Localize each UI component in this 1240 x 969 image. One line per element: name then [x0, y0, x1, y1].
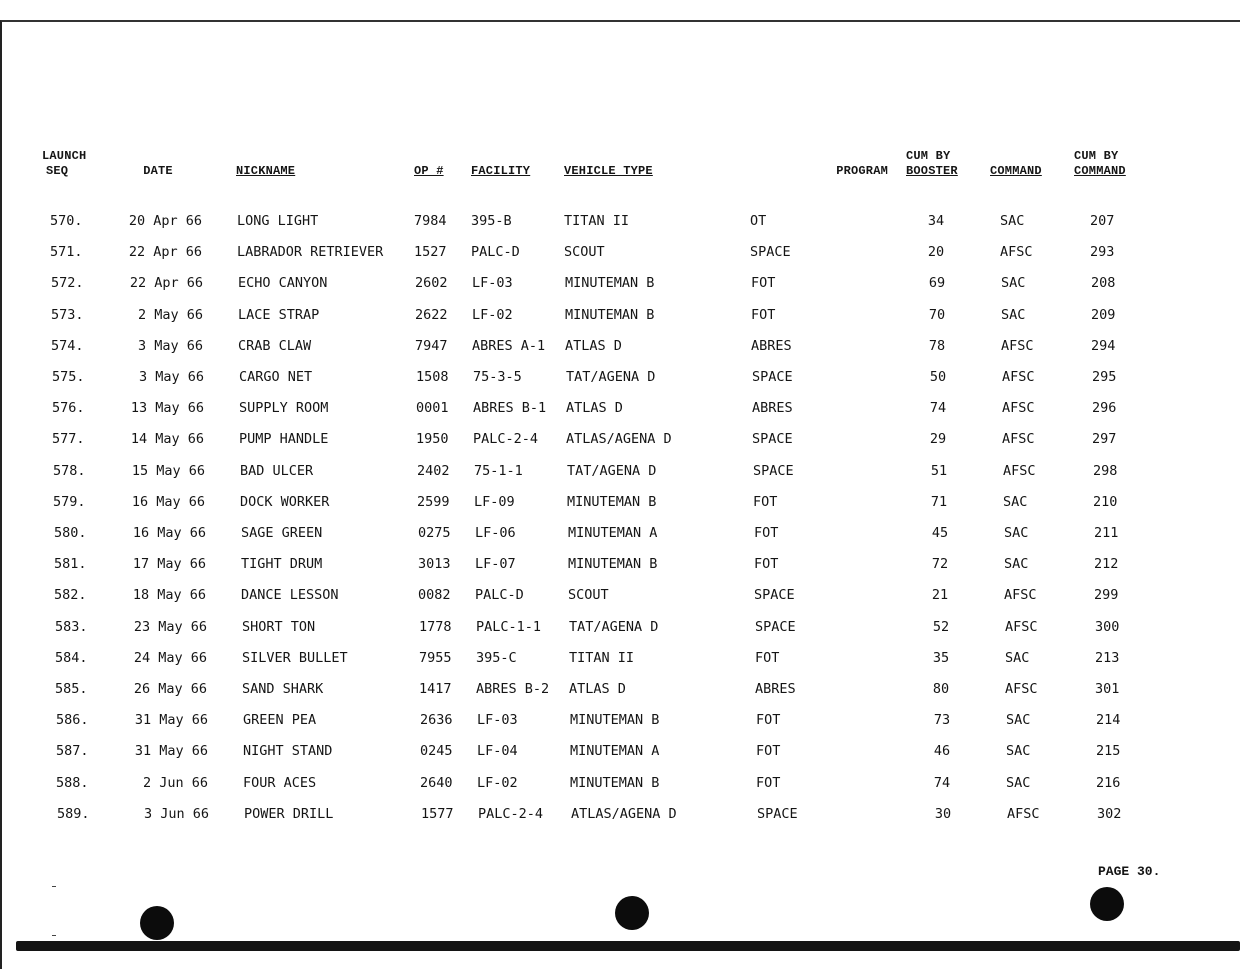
- cell-command: SAC: [1004, 525, 1029, 541]
- cell-facility: ABRES B-2: [476, 681, 550, 697]
- cell-command: AFSC: [1003, 462, 1036, 479]
- cell-program: ABRES: [752, 400, 793, 417]
- cell-cum-command: 210: [1093, 493, 1118, 510]
- cell-command: AFSC: [1001, 337, 1034, 354]
- cell-facility: LF-03: [477, 712, 518, 729]
- cell-op: 1527: [414, 244, 447, 261]
- cell-date: 20 Apr 66: [128, 213, 202, 229]
- cell-nickname: BAD ULCER: [240, 462, 314, 479]
- cell-cum-command: 211: [1094, 525, 1119, 541]
- cell-command: SAC: [1005, 649, 1030, 666]
- table-row: [0, 587, 1240, 615]
- cell-nickname: SAND SHARK: [242, 681, 324, 697]
- header-date: DATE: [143, 164, 173, 178]
- cell-program: SPACE: [757, 805, 798, 822]
- table-row: [0, 213, 1240, 241]
- cell-command: SAC: [1006, 712, 1031, 729]
- page-number: PAGE 30.: [1098, 864, 1161, 879]
- cell-vehicle: SCOUT: [564, 244, 605, 261]
- cell-command: SAC: [1001, 275, 1026, 292]
- cell-cum-booster: 46: [933, 743, 951, 760]
- header-launch-seq: [42, 149, 98, 179]
- table-row: [0, 556, 1240, 584]
- cell-seq: 581.: [54, 556, 87, 573]
- cell-date: 26 May 66: [133, 681, 207, 697]
- cell-nickname: PUMP HANDLE: [239, 431, 329, 448]
- cell-vehicle: MINUTEMAN B: [570, 712, 660, 729]
- cell-vehicle: ATLAS D: [566, 400, 623, 417]
- cell-vehicle: TAT/AGENA D: [569, 618, 659, 635]
- cell-cum-booster: 74: [933, 774, 951, 791]
- cell-nickname: SHORT TON: [242, 618, 316, 635]
- cell-vehicle: TAT/AGENA D: [566, 369, 656, 385]
- cell-cum-command: 208: [1091, 275, 1116, 292]
- cell-command: SAC: [1006, 743, 1031, 760]
- scan-mark: [52, 935, 56, 936]
- table-row: [0, 806, 1240, 834]
- cell-nickname: DANCE LESSON: [241, 587, 339, 604]
- cell-facility: ABRES A-1: [472, 337, 546, 354]
- cell-seq: 574.: [51, 337, 84, 354]
- cell-vehicle: MINUTEMAN A: [570, 743, 660, 760]
- cell-seq: 582.: [54, 587, 87, 604]
- binder-hole-left: [140, 906, 174, 940]
- cell-cum-command: 207: [1090, 213, 1115, 229]
- binder-hole-right: [1090, 887, 1124, 921]
- cell-command: SAC: [1003, 493, 1028, 510]
- cell-vehicle: MINUTEMAN A: [568, 525, 658, 541]
- cell-nickname: SILVER BULLET: [242, 649, 348, 666]
- cell-program: ABRES: [755, 681, 796, 697]
- cell-date: 13 May 66: [130, 400, 204, 417]
- cell-facility: LF-07: [475, 556, 516, 573]
- cell-program: FOT: [754, 525, 779, 541]
- cell-cum-command: 216: [1096, 774, 1121, 791]
- cell-cum-command: 302: [1097, 805, 1122, 822]
- cell-cum-command: 298: [1093, 462, 1118, 479]
- cell-facility: LF-09: [474, 493, 515, 510]
- cell-cum-booster: 78: [928, 337, 946, 354]
- cell-date: 31 May 66: [134, 743, 208, 760]
- cell-facility: 75-1-1: [474, 462, 523, 479]
- cell-program: FOT: [753, 493, 778, 510]
- cell-program: FOT: [756, 774, 781, 791]
- table-row: [0, 244, 1240, 272]
- table-row: [0, 275, 1240, 303]
- cell-command: AFSC: [1002, 369, 1035, 385]
- cell-seq: 580.: [54, 525, 87, 541]
- header-cum-by-command: CUM BY COMMAND: [1074, 149, 1126, 178]
- cell-op: 0245: [420, 743, 453, 760]
- cell-facility: 395-C: [476, 649, 517, 666]
- cell-cum-booster: 74: [929, 400, 947, 417]
- cell-cum-booster: 20: [927, 244, 945, 261]
- cell-command: AFSC: [1000, 244, 1033, 261]
- cell-date: 24 May 66: [133, 649, 207, 666]
- cell-op: 1417: [419, 681, 452, 697]
- cell-cum-booster: 51: [930, 462, 948, 479]
- cell-op: 2640: [420, 774, 453, 791]
- cell-cum-command: 301: [1095, 681, 1120, 697]
- cell-date: 22 Apr 66: [128, 244, 202, 261]
- page-bottom-edge: [16, 941, 1240, 951]
- cell-nickname: GREEN PEA: [243, 712, 317, 729]
- cell-vehicle: MINUTEMAN B: [568, 556, 658, 573]
- cell-cum-booster: 45: [931, 525, 949, 541]
- cell-op: 3013: [418, 556, 451, 573]
- cell-op: 0275: [418, 525, 451, 541]
- cell-facility: PALC-1-1: [476, 618, 542, 635]
- cell-seq: 572.: [51, 275, 84, 292]
- cell-cum-command: 212: [1094, 556, 1119, 573]
- cell-facility: LF-03: [472, 275, 513, 292]
- table-row: [0, 743, 1240, 771]
- table-row: [0, 369, 1240, 397]
- cell-vehicle: MINUTEMAN B: [565, 275, 655, 292]
- cell-facility: LF-04: [477, 743, 518, 760]
- cell-cum-command: 209: [1091, 306, 1116, 323]
- cell-nickname: SUPPLY ROOM: [239, 400, 329, 417]
- cell-program: FOT: [756, 712, 781, 729]
- cell-nickname: LABRADOR RETRIEVER: [237, 244, 384, 261]
- cell-cum-booster: 29: [929, 431, 947, 448]
- table-row: [0, 400, 1240, 428]
- cell-seq: 583.: [55, 618, 88, 635]
- cell-program: FOT: [756, 743, 781, 760]
- table-row: [0, 681, 1240, 709]
- cell-seq: 585.: [55, 681, 88, 697]
- cell-facility: 75-3-5: [473, 369, 522, 385]
- cell-program: OT: [750, 213, 767, 229]
- header-vehicle-type: VEHICLE TYPE: [564, 164, 653, 178]
- cell-op: 1577: [421, 805, 454, 822]
- scan-mark: [52, 886, 56, 887]
- cell-facility: PALC-D: [475, 587, 524, 604]
- cell-cum-booster: 50: [929, 369, 947, 385]
- cell-nickname: ECHO CANYON: [238, 275, 328, 292]
- cell-op: 2622: [415, 306, 448, 323]
- cell-seq: 570.: [50, 213, 83, 229]
- header-facility: FACILITY: [471, 164, 531, 178]
- cell-date: 18 May 66: [132, 587, 206, 604]
- cell-cum-command: 300: [1095, 618, 1120, 635]
- cell-cum-command: 295: [1092, 369, 1117, 385]
- cell-program: FOT: [755, 649, 780, 666]
- cell-cum-command: 213: [1095, 649, 1120, 666]
- cell-date: 15 May 66: [131, 462, 205, 479]
- cell-vehicle: TITAN II: [564, 213, 630, 229]
- cell-command: SAC: [1004, 556, 1029, 573]
- cell-op: 0082: [418, 587, 451, 604]
- cell-nickname: DOCK WORKER: [240, 493, 330, 510]
- cell-command: AFSC: [1004, 587, 1037, 604]
- header-seq-label: SEQ: [46, 164, 69, 178]
- cell-date: 14 May 66: [130, 431, 204, 448]
- cell-vehicle: MINUTEMAN B: [570, 774, 660, 791]
- cell-command: AFSC: [1005, 681, 1038, 697]
- cell-vehicle: ATLAS/AGENA D: [566, 431, 672, 448]
- cell-nickname: CARGO NET: [239, 369, 313, 385]
- table-row: [0, 307, 1240, 335]
- cell-cum-booster: 72: [931, 556, 949, 573]
- cell-date: 2 Jun 66: [142, 774, 208, 791]
- cell-op: 2402: [417, 462, 450, 479]
- cell-facility: LF-02: [472, 306, 513, 323]
- table-row: [0, 431, 1240, 459]
- cell-date: 16 May 66: [132, 525, 206, 541]
- cell-seq: 588.: [56, 774, 89, 791]
- table-row: [0, 712, 1240, 740]
- cell-facility: LF-06: [475, 525, 516, 541]
- cell-seq: 571.: [50, 244, 83, 261]
- cell-facility: PALC-2-4: [473, 431, 539, 448]
- header-cum-by-booster: CUM BY BOOSTER: [906, 149, 958, 178]
- cell-cum-booster: 21: [931, 587, 949, 604]
- cell-date: 2 May 66: [137, 306, 203, 323]
- cell-command: SAC: [1006, 774, 1031, 791]
- cell-vehicle: ATLAS D: [569, 681, 626, 697]
- cell-vehicle: MINUTEMAN B: [565, 306, 655, 323]
- cell-vehicle: MINUTEMAN B: [567, 493, 657, 510]
- cell-date: 22 Apr 66: [129, 275, 203, 292]
- cell-cum-command: 299: [1094, 587, 1119, 604]
- cell-program: SPACE: [750, 244, 791, 261]
- cell-op: 7955: [419, 649, 452, 666]
- table-row: [0, 463, 1240, 491]
- table-row: [0, 775, 1240, 803]
- cell-cum-booster: 30: [934, 805, 952, 822]
- cell-program: SPACE: [753, 462, 794, 479]
- cell-facility: ABRES B-1: [473, 400, 547, 417]
- cell-op: 1778: [419, 618, 452, 635]
- cell-program: SPACE: [752, 369, 793, 385]
- table-row: [0, 338, 1240, 366]
- table-row: [0, 650, 1240, 678]
- cell-seq: 576.: [52, 400, 85, 417]
- cell-program: FOT: [754, 556, 779, 573]
- cell-cum-command: 297: [1092, 431, 1117, 448]
- header-launch-label: LAUNCH: [42, 149, 87, 163]
- cell-cum-booster: 71: [930, 493, 948, 510]
- table-row: [0, 494, 1240, 522]
- cell-vehicle: SCOUT: [568, 587, 609, 604]
- cell-op: 2636: [420, 712, 453, 729]
- cell-cum-command: 296: [1092, 400, 1117, 417]
- cell-seq: 584.: [55, 649, 88, 666]
- cell-nickname: SAGE GREEN: [241, 525, 323, 541]
- cell-op: 1950: [416, 431, 449, 448]
- cell-facility: PALC-D: [471, 244, 520, 261]
- cell-command: SAC: [1001, 306, 1026, 323]
- cell-seq: 577.: [52, 431, 85, 448]
- cell-date: 23 May 66: [133, 618, 207, 635]
- cell-cum-booster: 80: [932, 681, 950, 697]
- cell-vehicle: ATLAS/AGENA D: [571, 805, 677, 822]
- table-row: [0, 619, 1240, 647]
- cell-op: 7947: [415, 337, 448, 354]
- cell-cum-booster: 52: [932, 618, 950, 635]
- cell-command: AFSC: [1007, 805, 1040, 822]
- cell-command: AFSC: [1005, 618, 1038, 635]
- cell-date: 17 May 66: [132, 556, 206, 573]
- cell-program: FOT: [751, 306, 776, 323]
- cell-cum-booster: 73: [933, 712, 951, 729]
- cell-nickname: LONG LIGHT: [237, 213, 319, 229]
- cell-cum-command: 293: [1090, 244, 1115, 261]
- cell-date: 31 May 66: [134, 712, 208, 729]
- cell-seq: 579.: [53, 493, 86, 510]
- cell-facility: PALC-2-4: [478, 805, 544, 822]
- cell-nickname: CRAB CLAW: [238, 337, 312, 354]
- cell-op: 7984: [414, 213, 447, 229]
- cell-program: FOT: [751, 275, 776, 292]
- cell-command: AFSC: [1002, 400, 1035, 417]
- cell-op: 1508: [416, 369, 449, 385]
- cell-seq: 578.: [53, 462, 86, 479]
- cell-cum-booster: 69: [928, 275, 946, 292]
- cell-program: SPACE: [754, 587, 795, 604]
- header-op-number: OP #: [414, 164, 444, 178]
- cell-cum-booster: 70: [928, 306, 946, 323]
- cell-vehicle: ATLAS D: [565, 337, 622, 354]
- cell-seq: 575.: [52, 369, 85, 385]
- cell-date: 16 May 66: [131, 493, 205, 510]
- table-row: [0, 525, 1240, 553]
- header-command: COMMAND: [990, 164, 1042, 178]
- cell-program: SPACE: [755, 618, 796, 635]
- cell-seq: 586.: [56, 712, 89, 729]
- cell-date: 3 May 66: [137, 337, 203, 354]
- cell-cum-booster: 35: [932, 649, 950, 666]
- cell-program: ABRES: [751, 337, 792, 354]
- cell-date: 3 May 66: [138, 369, 204, 385]
- header-program: PROGRAM: [836, 164, 888, 178]
- cell-nickname: LACE STRAP: [238, 306, 320, 323]
- cell-op: 2599: [417, 493, 450, 510]
- cell-nickname: POWER DRILL: [244, 805, 334, 822]
- cell-op: 2602: [415, 275, 448, 292]
- binder-hole-center: [615, 896, 649, 930]
- cell-nickname: FOUR ACES: [243, 774, 317, 791]
- header-nickname: NICKNAME: [236, 164, 296, 178]
- cell-facility: LF-02: [477, 774, 518, 791]
- cell-vehicle: TAT/AGENA D: [567, 462, 657, 479]
- cell-cum-command: 215: [1096, 743, 1121, 760]
- cell-date: 3 Jun 66: [143, 805, 209, 822]
- cell-command: SAC: [1000, 213, 1025, 229]
- cell-command: AFSC: [1002, 431, 1035, 448]
- cell-nickname: TIGHT DRUM: [241, 556, 323, 573]
- cell-seq: 589.: [57, 805, 90, 822]
- cell-vehicle: TITAN II: [569, 649, 635, 666]
- cell-seq: 587.: [56, 743, 89, 760]
- cell-cum-booster: 34: [927, 213, 945, 229]
- cell-program: SPACE: [752, 431, 793, 448]
- cell-facility: 395-B: [471, 213, 512, 229]
- cell-seq: 573.: [51, 306, 84, 323]
- cell-cum-command: 214: [1096, 712, 1121, 729]
- cell-op: 0001: [416, 400, 449, 417]
- cell-cum-command: 294: [1091, 337, 1116, 354]
- cell-nickname: NIGHT STAND: [243, 743, 333, 760]
